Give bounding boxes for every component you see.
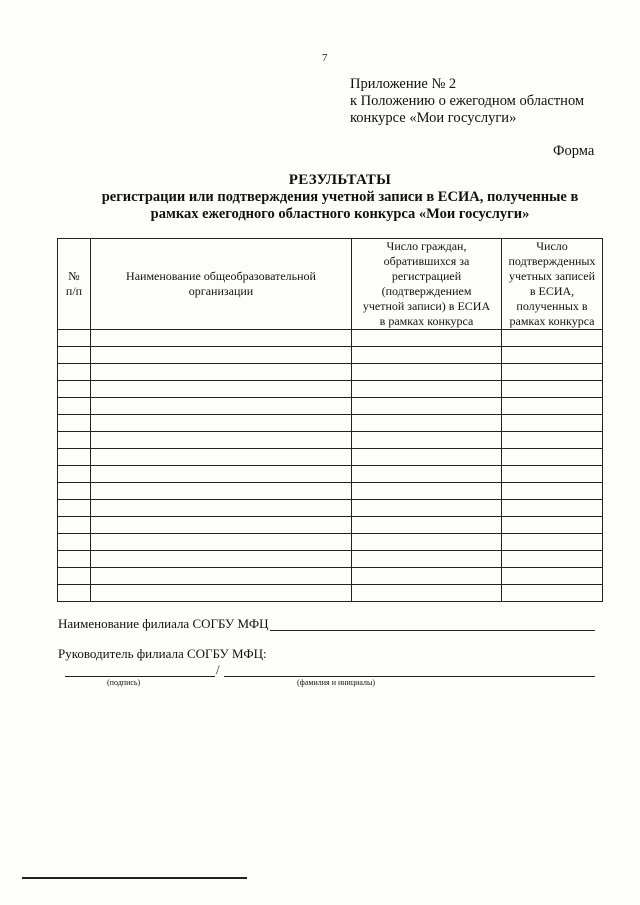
cell-organization-name[interactable]: [91, 517, 352, 534]
branch-name-field-line: [270, 630, 595, 631]
cell-number[interactable]: [58, 330, 91, 347]
appendix-line-1: Приложение № 2: [350, 76, 457, 92]
cell-confirmed-accounts[interactable]: [502, 449, 603, 466]
cell-confirmed-accounts[interactable]: [502, 517, 603, 534]
cell-number[interactable]: [58, 534, 91, 551]
cell-citizens-applied[interactable]: [352, 432, 502, 449]
cell-citizens-applied[interactable]: [352, 568, 502, 585]
cell-confirmed-accounts[interactable]: [502, 415, 603, 432]
signature-field-line: [65, 676, 215, 677]
cell-confirmed-accounts[interactable]: [502, 381, 603, 398]
cell-number[interactable]: [58, 585, 91, 602]
results-table: [57, 238, 603, 602]
appendix-line-3: конкурсе «Мои госуслуги»: [350, 110, 517, 126]
signature-caption: (подпись): [107, 678, 141, 687]
table-row: [58, 415, 603, 432]
table-row: [58, 449, 603, 466]
cell-confirmed-accounts[interactable]: [502, 534, 603, 551]
name-field-line: [224, 676, 595, 677]
cell-confirmed-accounts[interactable]: [502, 398, 603, 415]
cell-confirmed-accounts[interactable]: [502, 483, 603, 500]
table-row: [58, 585, 603, 602]
table-row: [58, 483, 603, 500]
cell-citizens-applied[interactable]: [352, 330, 502, 347]
table-row: [58, 534, 603, 551]
header-organization-name: Наименование общеобразовательной организации: [91, 239, 352, 330]
cell-citizens-applied[interactable]: [352, 398, 502, 415]
cell-confirmed-accounts[interactable]: [502, 466, 603, 483]
cell-number[interactable]: [58, 449, 91, 466]
table-header-row: [58, 239, 603, 330]
page-number: 7: [322, 52, 328, 64]
form-label: Форма: [553, 143, 595, 159]
cell-organization-name[interactable]: [91, 500, 352, 517]
cell-organization-name[interactable]: [91, 347, 352, 364]
cell-confirmed-accounts[interactable]: [502, 330, 603, 347]
separator-slash: /: [216, 662, 220, 677]
cell-confirmed-accounts[interactable]: [502, 347, 603, 364]
table-row: [58, 381, 603, 398]
branch-head-label: Руководитель филиала СОГБУ МФЦ:: [58, 646, 267, 661]
table-row: [58, 466, 603, 483]
header-number: № п/п: [58, 239, 91, 330]
document-title: [40, 172, 640, 223]
table-row: [58, 347, 603, 364]
cell-organization-name[interactable]: [91, 330, 352, 347]
table-row: [58, 364, 603, 381]
cell-citizens-applied[interactable]: [352, 551, 502, 568]
table-row: [58, 551, 603, 568]
cell-number[interactable]: [58, 568, 91, 585]
table-body: [58, 330, 603, 602]
cell-citizens-applied[interactable]: [352, 449, 502, 466]
cell-number[interactable]: [58, 500, 91, 517]
cell-confirmed-accounts[interactable]: [502, 432, 603, 449]
cell-citizens-applied[interactable]: [352, 381, 502, 398]
table-row: [58, 500, 603, 517]
cell-organization-name[interactable]: [91, 483, 352, 500]
cell-organization-name[interactable]: [91, 398, 352, 415]
appendix-reference: [350, 76, 584, 127]
cell-number[interactable]: [58, 483, 91, 500]
cell-citizens-applied[interactable]: [352, 517, 502, 534]
cell-number[interactable]: [58, 432, 91, 449]
header-confirmed-accounts: Число подтвержденных учетных записей в ЕСИА, полученных в рамках конкурса: [502, 239, 603, 330]
cell-confirmed-accounts[interactable]: [502, 585, 603, 602]
cell-organization-name[interactable]: [91, 415, 352, 432]
cell-citizens-applied[interactable]: [352, 500, 502, 517]
table-row: [58, 517, 603, 534]
cell-number[interactable]: [58, 398, 91, 415]
footer-rule: [22, 877, 247, 879]
cell-organization-name[interactable]: [91, 568, 352, 585]
cell-number[interactable]: [58, 415, 91, 432]
branch-name-label: Наименование филиала СОГБУ МФЦ: [58, 616, 269, 631]
cell-organization-name[interactable]: [91, 381, 352, 398]
cell-confirmed-accounts[interactable]: [502, 551, 603, 568]
table-row: [58, 398, 603, 415]
cell-citizens-applied[interactable]: [352, 534, 502, 551]
table-row: [58, 432, 603, 449]
appendix-line-2: к Положению о ежегодном областном: [350, 93, 585, 109]
cell-citizens-applied[interactable]: [352, 466, 502, 483]
cell-citizens-applied[interactable]: [352, 483, 502, 500]
cell-organization-name[interactable]: [91, 449, 352, 466]
cell-organization-name[interactable]: [91, 534, 352, 551]
cell-organization-name[interactable]: [91, 432, 352, 449]
title-line-3: рамках ежегодного областного конкурса «Мои госуслуги»: [150, 206, 530, 222]
cell-organization-name[interactable]: [91, 551, 352, 568]
cell-number[interactable]: [58, 551, 91, 568]
name-caption: (фамилия и инициалы): [297, 678, 376, 687]
cell-confirmed-accounts[interactable]: [502, 364, 603, 381]
cell-organization-name[interactable]: [91, 364, 352, 381]
title-line-2: регистрации или подтверждения учетной записи в ЕСИА, полученные в: [101, 189, 579, 205]
cell-citizens-applied[interactable]: [352, 347, 502, 364]
title-line-1: РЕЗУЛЬТАТЫ: [288, 172, 392, 188]
header-citizens-applied: Число граждан, обратившихся за регистрацией (подтверждением учетной записи) в ЕСИА в рамках конкурса: [352, 239, 502, 330]
cell-number[interactable]: [58, 466, 91, 483]
cell-confirmed-accounts[interactable]: [502, 500, 603, 517]
cell-number[interactable]: [58, 364, 91, 381]
cell-number[interactable]: [58, 517, 91, 534]
cell-citizens-applied[interactable]: [352, 585, 502, 602]
cell-organization-name[interactable]: [91, 585, 352, 602]
cell-organization-name[interactable]: [91, 466, 352, 483]
cell-confirmed-accounts[interactable]: [502, 568, 603, 585]
cell-number[interactable]: [58, 381, 91, 398]
cell-number[interactable]: [58, 347, 91, 364]
table-row: [58, 568, 603, 585]
cell-citizens-applied[interactable]: [352, 415, 502, 432]
cell-citizens-applied[interactable]: [352, 364, 502, 381]
table-row: [58, 330, 603, 347]
